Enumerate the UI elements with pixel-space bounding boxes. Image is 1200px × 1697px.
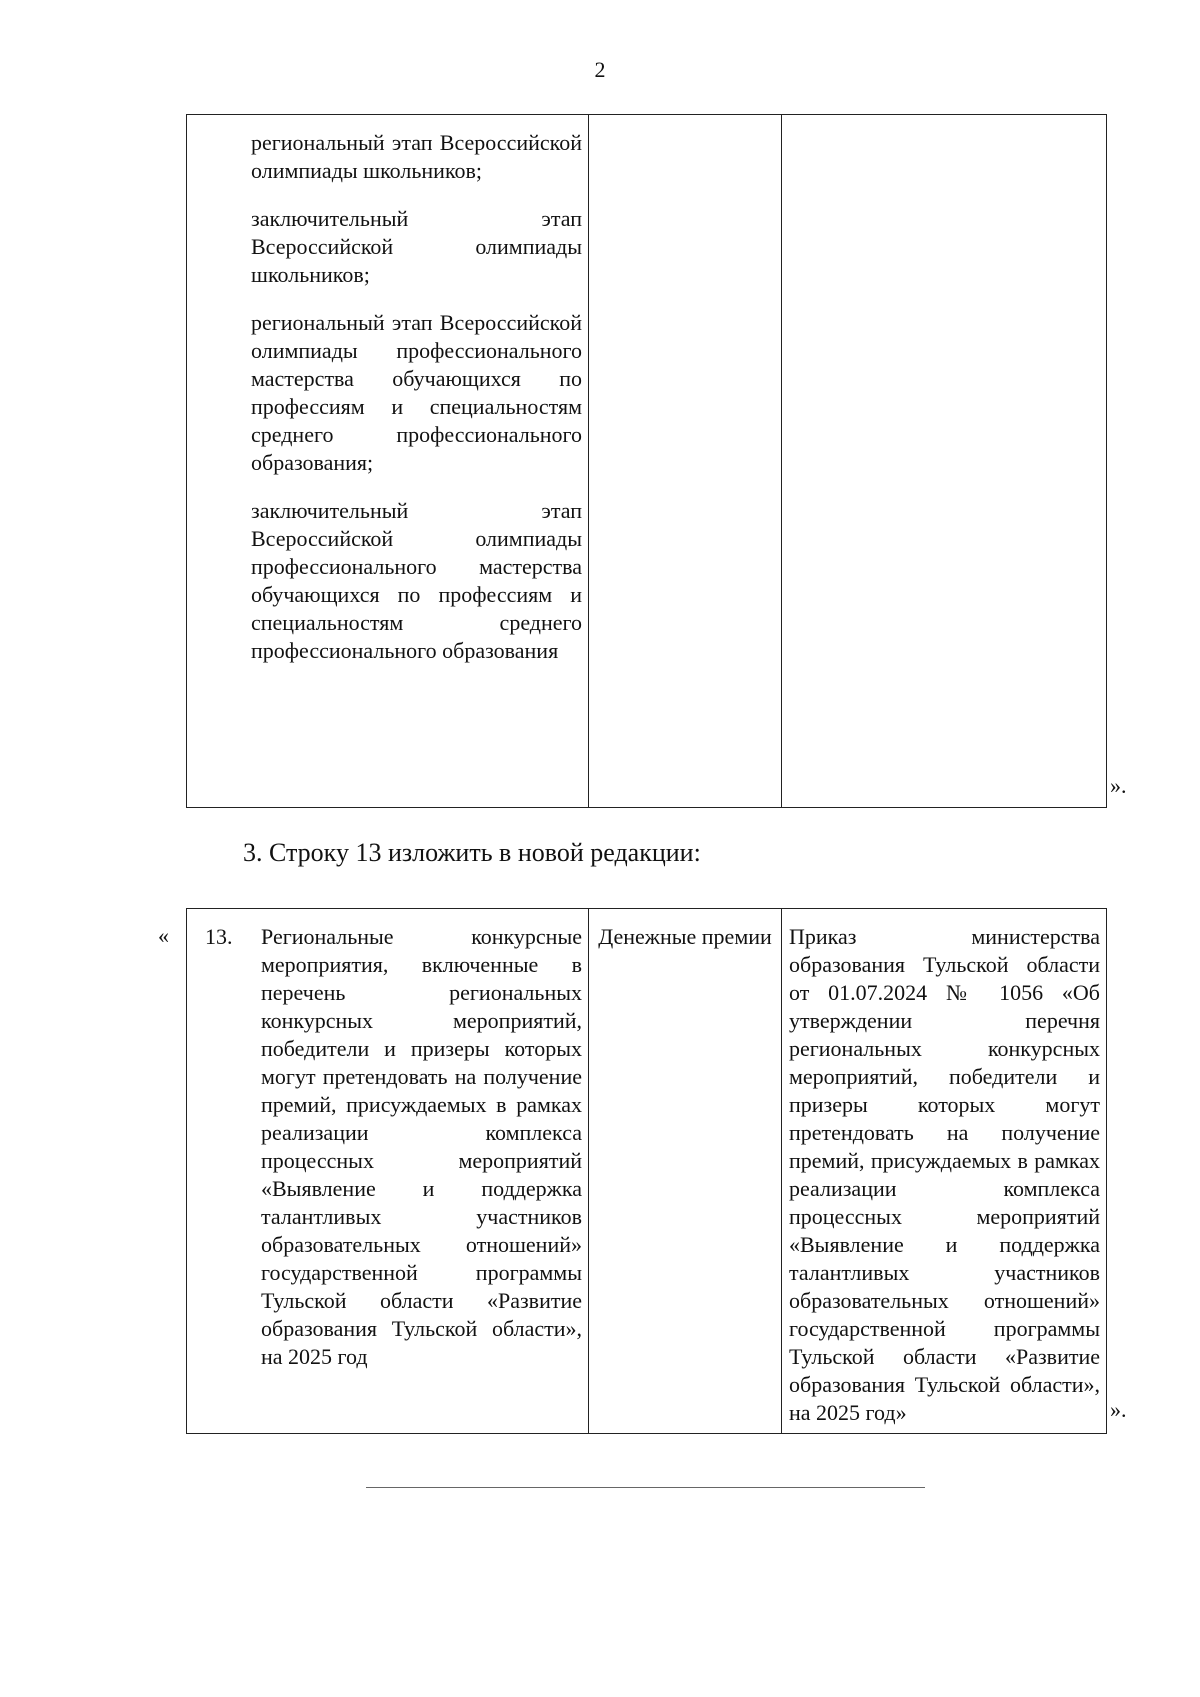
row-description: Региональные конкурсные мероприятия, включенные в перечень региональных конкурсных мероприятий, победители и призеры которых могут претендовать на получение премий, присуждаемых в рамках реализации комплекса процессных мероприятий «Выявление и поддержка талантливых участников образовательных отношений» государственной программы Тульской области «Развитие образования Тульской области», на 2025 год	[261, 924, 582, 1369]
row13-table	[186, 908, 1107, 1434]
payment-type-cell	[589, 909, 782, 1434]
event-item: региональный этап Всероссийской олимпиады школьников;	[251, 130, 582, 183]
row-number: 13.	[205, 924, 233, 949]
table-row	[187, 115, 1107, 808]
event-item: региональный этап Всероссийской олимпиады профессионального мастерства обучающихся по профессиям и специальностям среднего профессионального образования;	[251, 310, 582, 475]
event-item: заключительный этап Всероссийской олимпиады школьников;	[251, 206, 582, 287]
section-heading: 3. Строку 13 изложить в новой редакции:	[243, 838, 701, 867]
table-row	[187, 909, 1107, 1434]
payment-type: Денежные премии	[598, 924, 772, 949]
continuation-table	[186, 114, 1107, 808]
event-item: заключительный этап Всероссийской олимпиады профессионального мастерства обучающихся по профессиям и специальностям среднего профессионального образования	[251, 498, 582, 663]
footer-divider	[366, 1487, 925, 1488]
closing-quote: ».	[1110, 1397, 1127, 1422]
basis-cell	[782, 115, 1107, 808]
closing-quote: ».	[1110, 773, 1127, 798]
basis-cell	[782, 909, 1107, 1434]
page-number: 2	[594, 57, 606, 82]
row13-description-cell	[187, 909, 589, 1434]
event-list-cell	[187, 115, 589, 808]
legal-basis: Приказ министерства образования Тульской области от 01.07.2024 № 1056 «Об утверждении перечня региональных конкурсных мероприятий, победители и призеры которых могут претендовать на получение премий, присуждаемых в рамках реализации комплекса процессных мероприятий «Выявление и поддержка талантливых участников образовательных отношений» государственной программы Тульской области «Развитие образования Тульской области», на 2025 год»	[789, 924, 1100, 1425]
opening-quote: «	[158, 923, 169, 948]
payment-type-cell	[589, 115, 782, 808]
